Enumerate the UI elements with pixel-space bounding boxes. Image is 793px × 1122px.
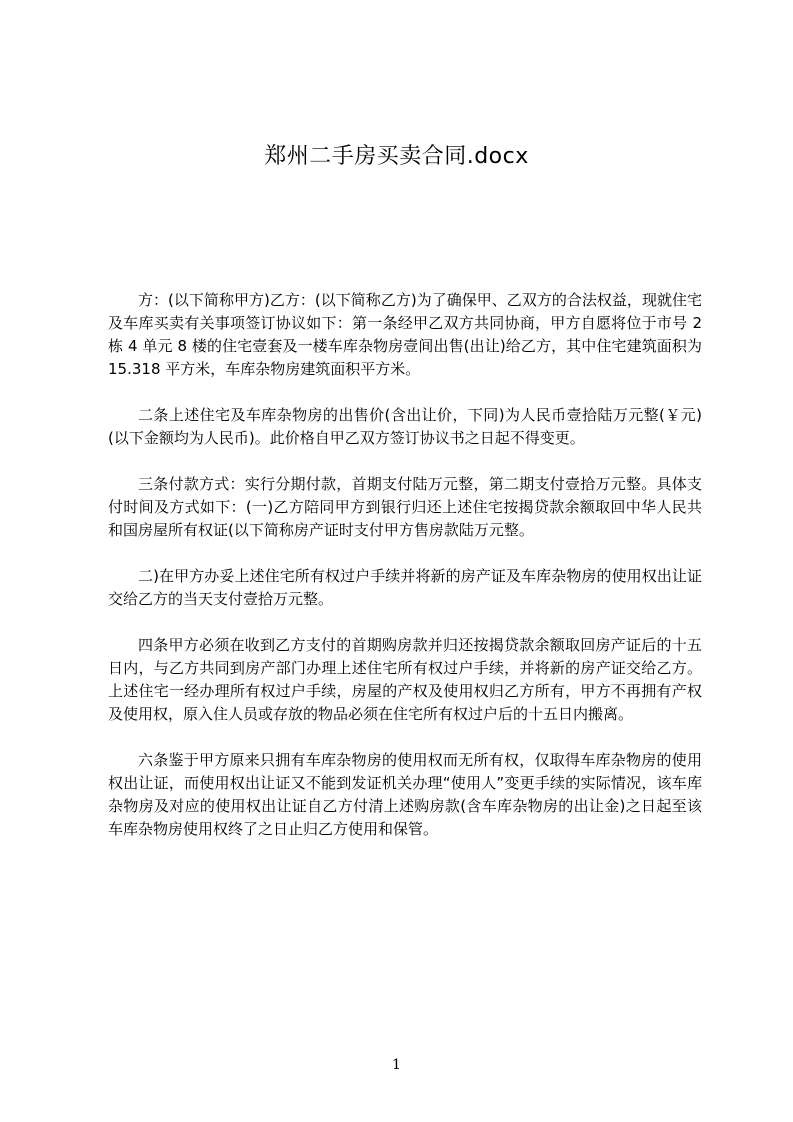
document-title: 郑州二手房买卖合同.docx xyxy=(264,144,529,169)
paragraph-1: 方：(以下简称甲方)乙方：(以下简称乙方)为了确保甲、乙双方的合法权益，现就住宅及车库买卖有关事项签订协议如下：第一条经甲乙双方共同协商，甲方自愿将位于市号 2 栋 4 单元 8 楼的住宅壹套及一楼车库杂物房壹间出售(出让)给乙方，其中住宅建筑面积为 15.318 平方米，车库杂物房建筑面积平方米。 xyxy=(108,291,702,378)
paragraph-4: 二)在甲方办妥上述住宅所有权过户手续并将新的房产证及车库杂物房的使用权出让证交给乙方的当天支付壹拾万元整。 xyxy=(108,567,702,608)
paragraph-5: 四条甲方必须在收到乙方支付的首期购房款并归还按揭贷款余额取回房产证后的十五日内，与乙方共同到房产部门办理上述住宅所有权过户手续，并将新的房产证交给乙方。上述住宅一经办理所有权过户手续，房屋的产权及使用权归乙方所有，甲方不再拥有产权及使用权，原入住人员或存放的物品必须在住宅所有权过户后的十五日内搬离。 xyxy=(108,636,702,723)
paragraph-3: 三条付款方式：实行分期付款，首期支付陆万元整，第二期支付壹拾万元整。具体支付时间及方式如下：(一)乙方陪同甲方到银行归还上述住宅按揭贷款余额取回中华人民共和国房屋所有权证(以下简称房产证时支付甲方售房款陆万元整。 xyxy=(108,475,702,539)
paragraph-2: 二条上述住宅及车库杂物房的出售价(含出让价，下同)为人民币壹拾陆万元整(￥元)(以下金额均为人民币)。此价格自甲乙双方签订协议书之日起不得变更。 xyxy=(108,406,702,447)
paragraph-6: 六条鉴于甲方原来只拥有车库杂物房的使用权而无所有权，仅取得车库杂物房的使用权出让证，而使用权出让证又不能到发证机关办理“使用人”变更手续的实际情况，该车库杂物房及对应的使用权出让证自乙方付清上述购房款(含车库杂物房的出让金)之日起至该车库杂物房使用权终了之日止归乙方使用和保管。 xyxy=(108,751,702,838)
page-number: 1 xyxy=(392,1057,401,1073)
document-body xyxy=(108,289,702,864)
